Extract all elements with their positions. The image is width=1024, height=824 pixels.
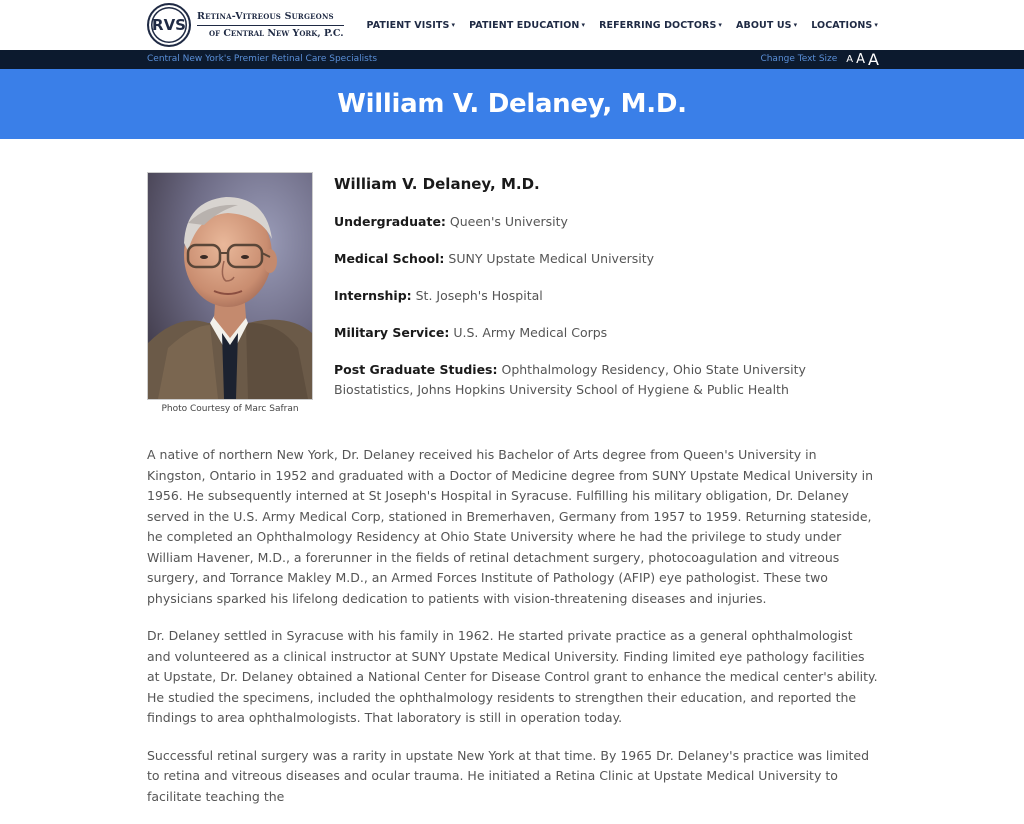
- page-title: William V. Delaney, M.D.: [337, 89, 687, 119]
- doctor-details: [334, 172, 879, 400]
- text-size-controls: [760, 50, 879, 69]
- detail-value: U.S. Army Medical Corps: [453, 325, 608, 340]
- detail-undergraduate: [334, 212, 879, 232]
- detail-label: Internship:: [334, 288, 412, 303]
- nav-patient-visits[interactable]: [367, 20, 456, 31]
- nav-patient-education[interactable]: [469, 20, 585, 31]
- chevron-down-icon: ▾: [874, 21, 878, 29]
- nav-about-us[interactable]: [736, 20, 797, 31]
- site-tagline: Central New York's Premier Retinal Care Specialists: [147, 54, 378, 64]
- text-size-small-button[interactable]: A: [846, 54, 854, 65]
- nav-label: REFERRING DOCTORS: [599, 19, 717, 31]
- bio-paragraph: A native of northern New York, Dr. Delaney received his Bachelor of Arts degree from Queen's University in Kingston, Ontario in 1952 and graduated with a Doctor of Medicine degree from SUNY Upstate Medical University in 1956. He subsequently interned at St Joseph's Hospital in Syracuse. Fulfilling his military obligation, Dr. Delaney served in the U.S. Army Medical Corp, stationed in Bremerhaven, Germany from 1957 to 1959. Returning stateside, he completed an Ophthalmology Residency at Ohio State University where he had the privilege to study under William Havener, M.D., a forerunner in the fields of retinal detachment surgery, photocoagulation and vitreous surgery, and Torrance Makley M.D., an Armed Forces Institute of Pathology (AFIP) eye pathologist. These two physicians sparked his lifelong dedication to patients with vision-threatening diseases and injuries.: [147, 447, 874, 606]
- logo-line-2: of Central New York, P.C.: [209, 27, 344, 39]
- chevron-down-icon: ▾: [581, 21, 586, 29]
- detail-post-graduate: [334, 360, 879, 400]
- doctor-biography: [147, 445, 878, 824]
- detail-medical-school: [334, 249, 879, 269]
- detail-military-service: [334, 323, 879, 343]
- nav-label: ABOUT US: [736, 19, 792, 31]
- page-banner: [0, 69, 1024, 139]
- nav-label: PATIENT VISITS: [366, 19, 450, 31]
- doctor-name: William V. Delaney, M.D.: [334, 175, 540, 193]
- detail-label: Military Service:: [334, 325, 450, 340]
- nav-label: PATIENT EDUCATION: [469, 19, 580, 31]
- site-header: [0, 0, 1024, 50]
- text-size-label: Change Text Size: [760, 54, 838, 64]
- chevron-down-icon: ▾: [451, 21, 456, 29]
- detail-value: St. Joseph's Hospital: [415, 288, 543, 303]
- logo-emblem: RVS: [147, 3, 191, 47]
- chevron-down-icon: ▾: [718, 21, 723, 29]
- top-strip: [0, 50, 1024, 69]
- text-size-medium-button[interactable]: A: [856, 52, 866, 67]
- detail-value: SUNY Upstate Medical University: [448, 251, 655, 266]
- detail-label: Undergraduate:: [334, 214, 446, 229]
- nav-label: LOCATIONS: [811, 19, 873, 31]
- nav-locations[interactable]: [811, 20, 878, 31]
- photo-caption: Photo Courtesy of Marc Safran: [161, 404, 299, 414]
- main-nav: [367, 0, 879, 50]
- site-logo[interactable]: [147, 2, 344, 48]
- doctor-portrait: [147, 172, 313, 400]
- detail-value: Ophthalmology Residency, Ohio State University Biostatistics, Johns Hopkins University School of Hygiene & Public Health: [334, 362, 806, 397]
- text-size-large-button[interactable]: A: [868, 50, 879, 69]
- detail-label: Medical School:: [334, 251, 445, 266]
- logo-wordmark: [197, 10, 344, 41]
- nav-referring-doctors[interactable]: [599, 20, 722, 31]
- detail-internship: [334, 286, 879, 306]
- logo-line-1: Retina-Vitreous Surgeons: [197, 10, 344, 26]
- bio-paragraph: Successful retinal surgery was a rarity in upstate New York at that time. By 1965 Dr. Delaney's practice was limited to retina and vitreous diseases and ocular trauma. He initiated a Retina Clinic at Upstate Medical University to facilitate teaching the: [147, 747, 870, 804]
- photo-figure: [147, 172, 313, 414]
- detail-value: Queen's University: [449, 214, 568, 229]
- detail-label: Post Graduate Studies:: [334, 362, 498, 377]
- chevron-down-icon: ▾: [793, 21, 798, 29]
- bio-paragraph: Dr. Delaney settled in Syracuse with his family in 1962. He started private practice as a general ophthalmologist and volunteered as a clinical instructor at SUNY Upstate Medical University. Finding limited eye pathology facilities at Upstate, Dr. Delaney obtained a National Center for Disease Control grant to enhance the medical center's ability. He studied the specimens, included the ophthalmology residents to strengthen their education, and reported the findings to area ophthalmologists. That laboratory is still in operation today.: [147, 628, 878, 725]
